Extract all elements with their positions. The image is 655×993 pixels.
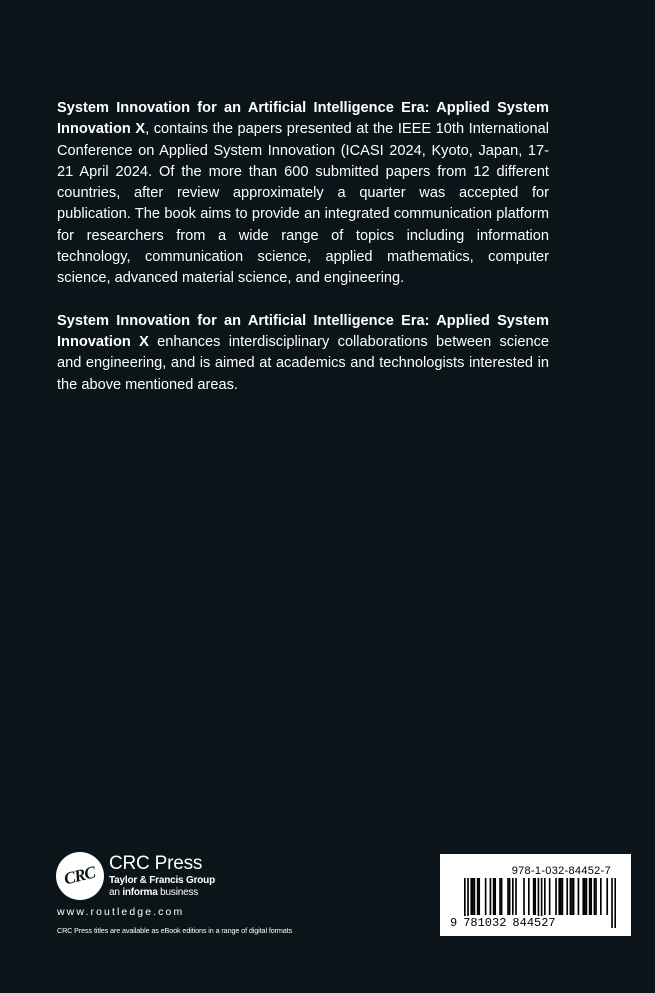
barcode-bar [478,878,480,915]
isbn-digit-group-1: 781032 [463,916,507,930]
barcode-bar [472,878,474,915]
publisher-block [109,854,215,898]
barcode-bar [515,878,517,915]
tagline-informa: informa [122,887,158,898]
isbn-barcode [440,854,631,936]
barcode-bar [507,878,509,915]
crc-press-logo [56,852,104,900]
barcode-bar [533,878,535,915]
barcode-bar [544,878,546,915]
barcode-bar [578,878,580,915]
barcode-bar [573,878,575,915]
publisher-group: Taylor & Francis Group [109,875,215,886]
publisher-tagline [109,888,215,898]
blurb-paragraph-2 [57,311,549,396]
barcode-bar [590,878,592,915]
barcode-bar [474,878,476,915]
barcode-bar [509,878,511,915]
barcode-bar [534,878,536,915]
isbn-number: 978-1-032-84452-7 [511,865,611,877]
book-title-bold: System Innovation for an Artificial Intelligence Era: Applied System Innovation X [57,100,549,138]
barcode-bar [614,878,616,928]
blurb-paragraph-1-text: , contains the papers presented at the IEEE 10th International Conference on Applied System Innovation (ICASI 2024, Kyoto, Japan, 17-21 April 2024. Of the more than 600 submitted papers from 12 different countries, after review approximately a quarter was accepted for publication. The book aims to provide an integrated communication platform for researchers from a wide range of topics including information technology, communication science, applied mathematics, computer science, advanced material science, and engineering. [57,121,549,287]
barcode-bar [493,878,495,915]
barcode-bar [549,878,551,915]
barcode-bar [528,878,530,915]
barcode-bar [555,878,557,915]
barcode-bar [470,878,472,915]
isbn-digits [450,916,557,930]
barcode-bar [606,878,608,915]
barcode-bar [571,878,573,915]
barcode-bar [560,878,562,915]
barcode-bar [570,878,572,915]
blurb-paragraph-2-text: enhances interdisciplinary collaborations between science and engineering, and is aimed at academics and technologists interested in the above mentioned areas. [57,333,549,393]
barcode-bar [501,878,503,915]
back-cover-blurb [57,98,549,417]
barcode-bar [523,878,525,915]
book-title-bold: System Innovation for an Artificial Intelligence Era: Applied System Innovation X [57,312,549,350]
barcode-bar [562,878,564,915]
barcode-bar [566,878,568,915]
isbn-lead-digit: 9 [450,916,458,930]
publisher-website: www.routledge.com [57,906,185,918]
tagline-prefix: an [109,887,123,898]
barcode-bar [586,878,588,915]
crc-logo-mark: CRC [62,862,98,889]
barcode-bar [584,878,586,915]
isbn-digit-group-2: 844527 [512,916,556,930]
barcode-bar [477,878,479,915]
barcode-bar [494,878,496,915]
barcode-bar [485,878,487,915]
ebook-availability-note: CRC Press titles are available as eBook editions in a range of digital formats [57,926,293,935]
barcode-bar [499,878,501,915]
barcode-bar [611,878,613,928]
barcode-bar [582,878,584,915]
barcode-bar [594,878,596,915]
barcode-bar [490,878,492,915]
publisher-name: CRC Press [109,853,203,874]
barcode-bar [512,878,514,915]
barcode-bar [595,878,597,915]
barcode-bar [589,878,591,915]
blurb-paragraph-1 [57,98,549,290]
tagline-suffix: business [157,887,199,898]
barcode-bar [600,878,602,915]
barcode-bar [558,878,560,915]
